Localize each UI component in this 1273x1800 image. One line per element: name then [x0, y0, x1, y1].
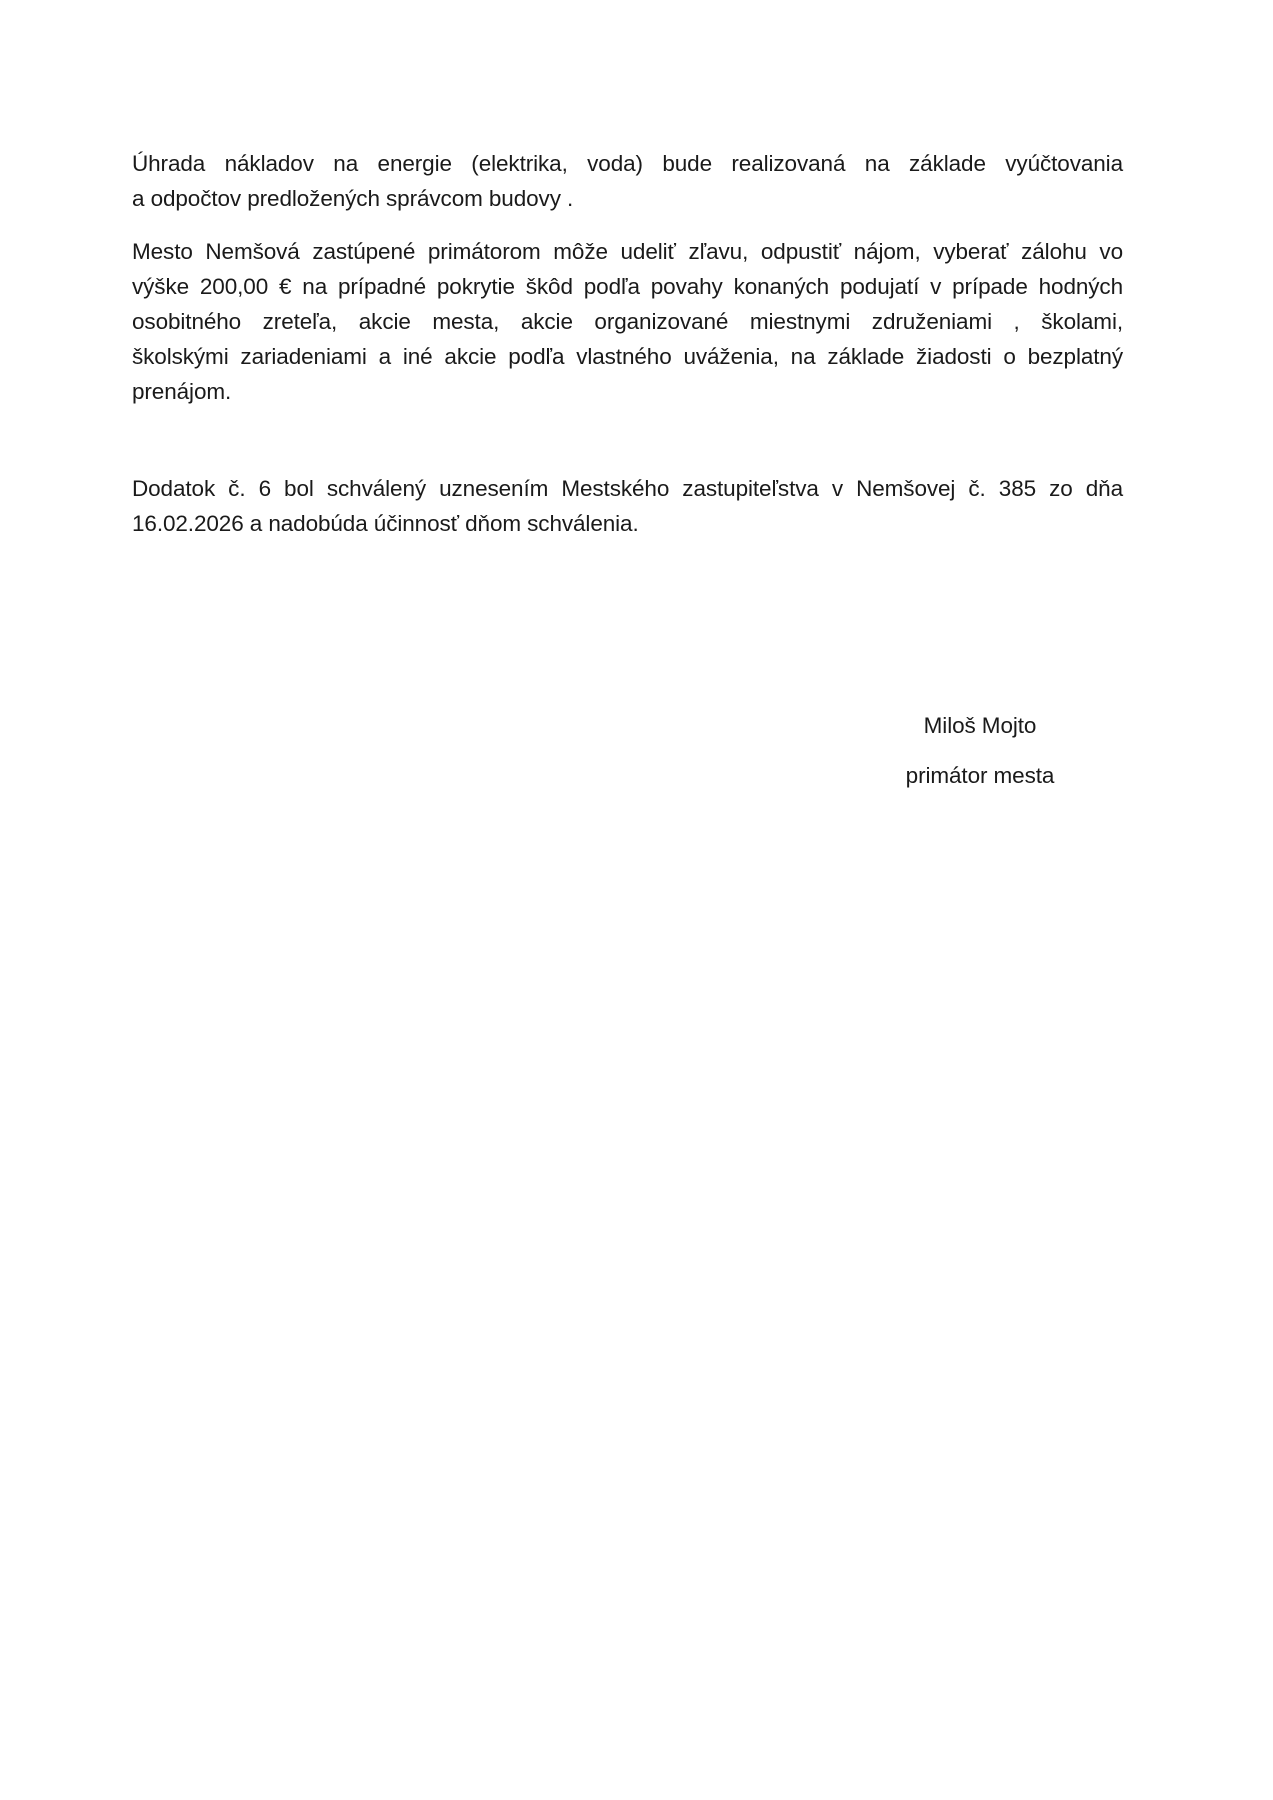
- paragraph-energy-costs: [132, 146, 1123, 216]
- paragraph-line: prenájom.: [132, 379, 232, 404]
- signature-block: [820, 708, 1140, 793]
- paragraph-line: výške 200,00 € na prípadné pokrytie škôd podľa povahy konaných podujatí v prípade hodných: [132, 274, 1123, 299]
- signatory-role: primátor mesta: [905, 763, 1055, 788]
- signatory-name: Miloš Mojto: [923, 713, 1037, 738]
- paragraph-approval: [132, 471, 1123, 541]
- paragraph-line: Mesto Nemšová zastúpené primátorom môže udeliť zľavu, odpustiť nájom, vyberať zálohu vo: [132, 239, 1123, 264]
- paragraph-line: školskými zariadeniami a iné akcie podľa vlastného uváženia, na základe žiadosti o bezplatný: [132, 344, 1123, 369]
- paragraph-discount-provisions: [132, 234, 1123, 409]
- paragraph-line: Dodatok č. 6 bol schválený uznesením Mestského zastupiteľstva v Nemšovej č. 385 zo dňa: [132, 476, 1123, 501]
- paragraph-line: Úhrada nákladov na energie (elektrika, voda) bude realizovaná na základe vyúčtovania: [132, 151, 1123, 176]
- paragraph-line: 16.02.2026 a nadobúda účinnosť dňom schválenia.: [132, 511, 639, 536]
- document-body: [132, 146, 1123, 793]
- paragraph-line: a odpočtov predložených správcom budovy .: [132, 186, 574, 211]
- paragraph-line: osobitného zreteľa, akcie mesta, akcie organizované miestnymi združeniami , školami,: [132, 309, 1123, 334]
